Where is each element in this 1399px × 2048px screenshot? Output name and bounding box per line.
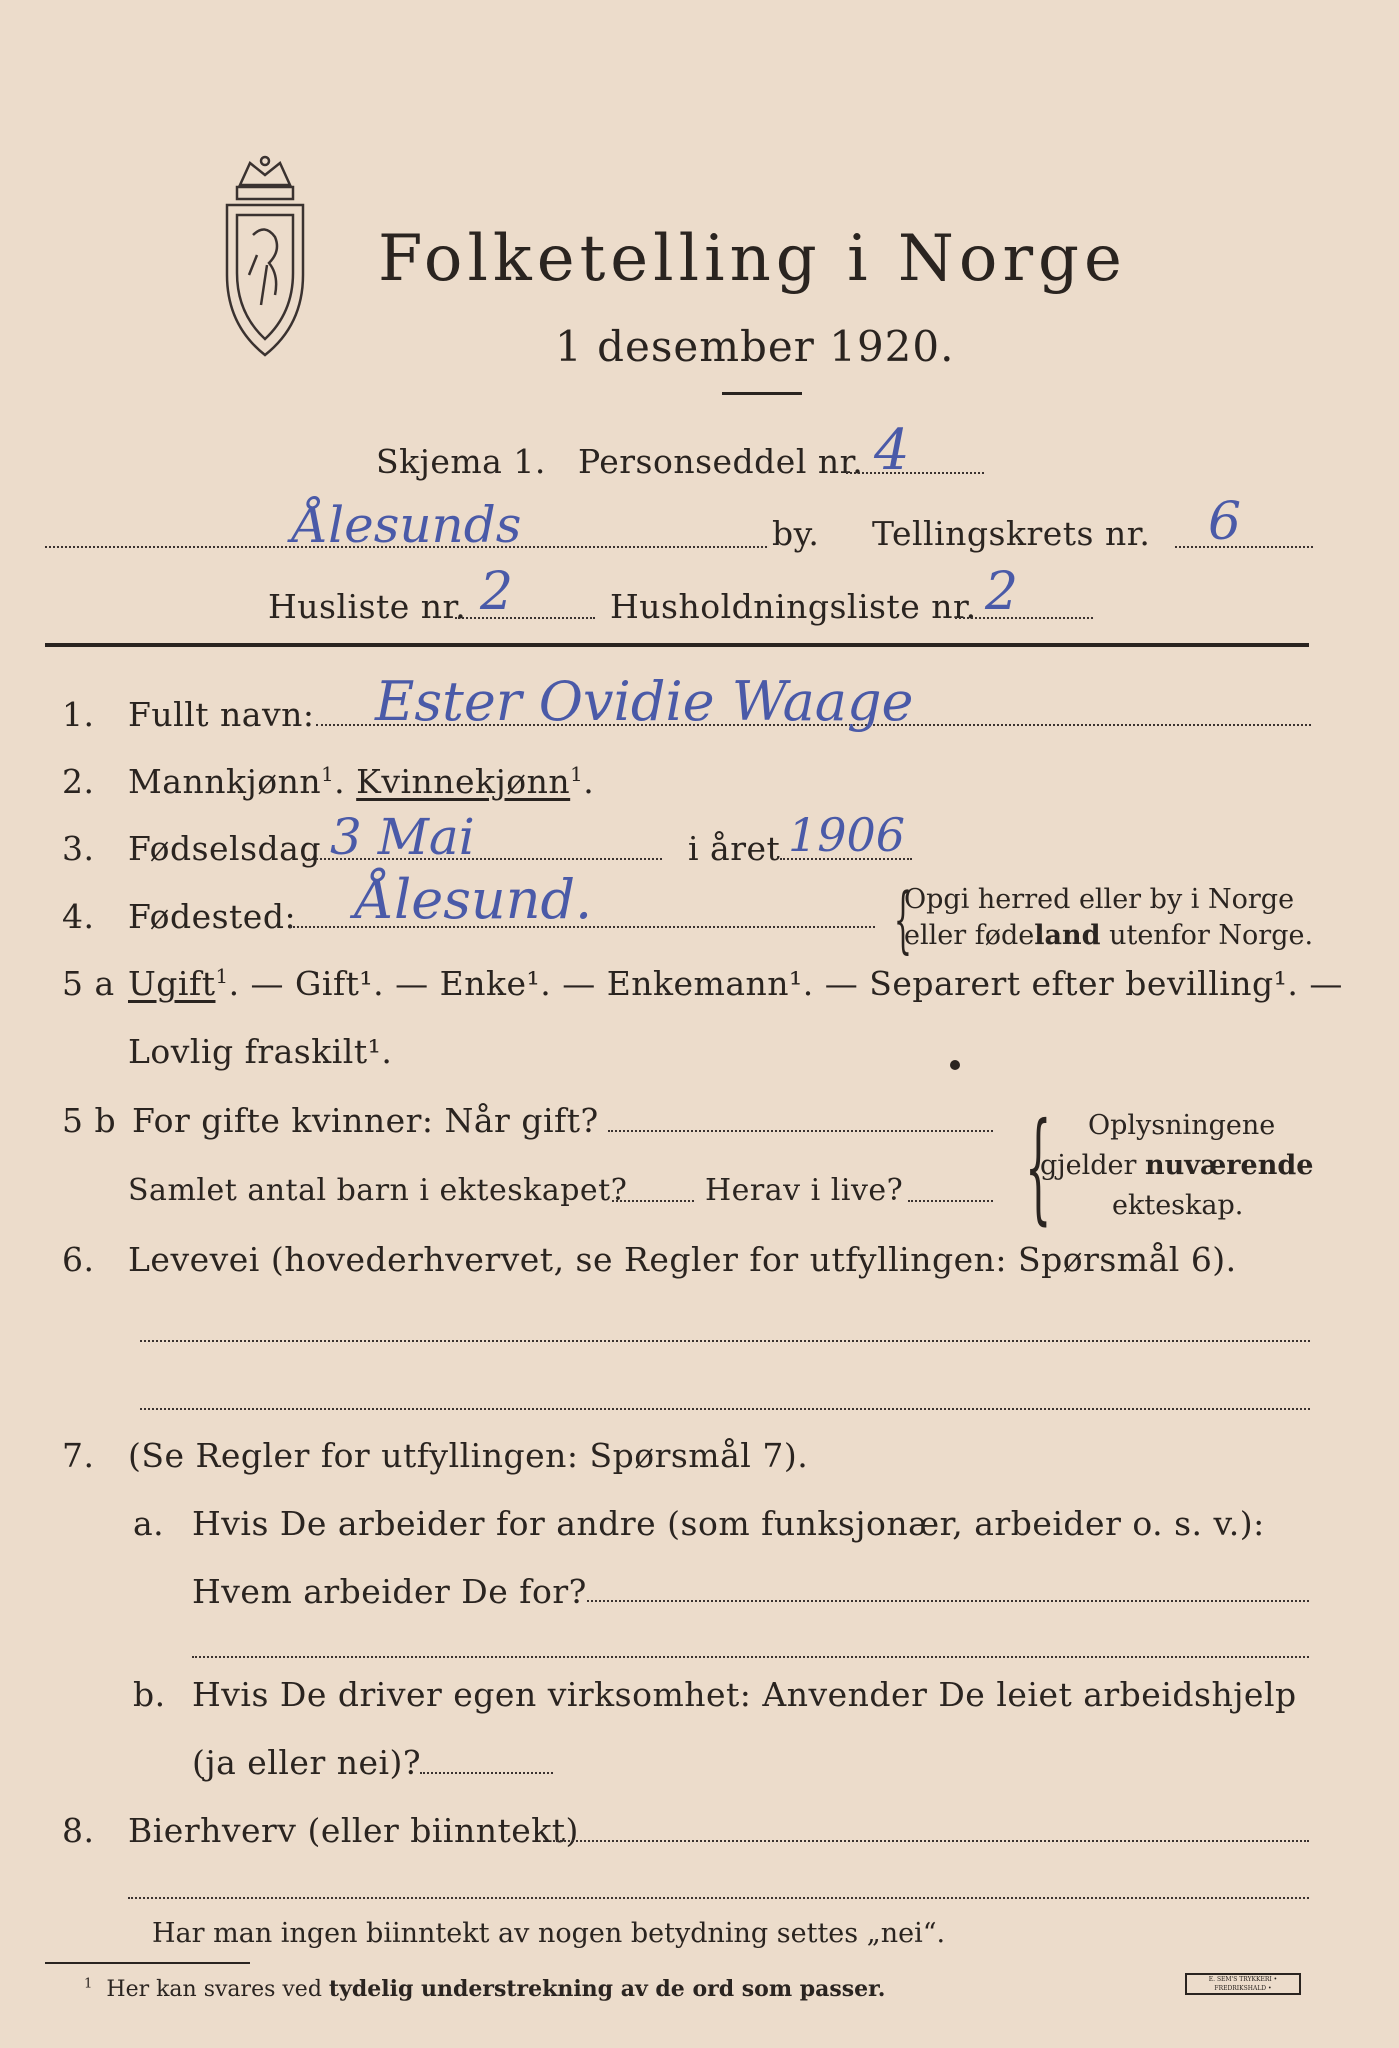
q7b-number: b.: [133, 1675, 166, 1714]
footnote: $^1$ Her kan svares ved tydelig understrekning av de ord som passer.: [84, 1976, 886, 2002]
q5b-note-3: ekteskap.: [1112, 1190, 1244, 1221]
q3-year-label: i året: [688, 829, 781, 868]
q7a-text-2: Hvem arbeider De for?: [192, 1572, 587, 1611]
printer-stamp: E. SEM'S TRYKKERI • FREDRIKSHALD •: [1185, 1973, 1301, 1995]
q7b-text-2: (ja eller nei)?: [192, 1743, 422, 1782]
q3-value[interactable]: 3 Mai: [330, 808, 475, 866]
q7a-line-1[interactable]: [587, 1600, 1309, 1602]
q5b-number: 5 b: [62, 1101, 117, 1140]
q4-note-2: eller fødeland utenfor Norge.: [904, 920, 1314, 951]
q5a-options: Ugift$^1$. — Gift¹. — Enke¹. — Enkemann¹. — Separert efter bevilling¹. —: [128, 964, 1343, 1003]
tellingskrets-label: Tellingskrets nr.: [872, 514, 1151, 553]
q7b-text: Hvis De driver egen virksomhet: Anvender De leiet arbeidshjelp: [192, 1675, 1297, 1714]
title-divider: [722, 392, 802, 395]
q5a-ugift[interactable]: Ugift: [128, 964, 216, 1003]
header-rule: [45, 643, 1309, 647]
q5b-line-1: [608, 1130, 993, 1132]
q5a-number: 5 a: [62, 964, 115, 1003]
by-label: by.: [772, 514, 820, 553]
tellingskrets-line: [1175, 546, 1313, 548]
q5b-note-2: gjelder nuværende: [1040, 1150, 1314, 1181]
q4-number: 4.: [62, 897, 95, 936]
q7a-line-2[interactable]: [192, 1656, 1309, 1658]
q5b-note-1: Oplysningene: [1088, 1110, 1276, 1141]
q4-value[interactable]: Ålesund.: [355, 868, 593, 931]
tellingskrets-value[interactable]: 6: [1208, 492, 1242, 552]
q2-number: 2.: [62, 762, 95, 801]
q8-number: 8.: [62, 1811, 95, 1850]
personseddel-line: [846, 472, 984, 474]
q8-line-2[interactable]: [128, 1897, 1309, 1899]
q5b-label-1: For gifte kvinner: Når gift?: [132, 1101, 599, 1140]
q5b-label-3: Herav i live?: [705, 1173, 904, 1208]
q4-brace: {: [893, 877, 913, 961]
coat-of-arms-icon: [205, 155, 325, 365]
husliste-label: Husliste nr.: [268, 587, 467, 626]
q7-number: 7.: [62, 1436, 95, 1475]
q5b-line-2: [612, 1200, 694, 1202]
q6-label: Levevei (hovederhvervet, se Regler for utfyllingen: Spørsmål 6).: [128, 1240, 1237, 1279]
q6-number: 6.: [62, 1240, 95, 1279]
personseddel-label: Personseddel nr.: [578, 442, 864, 481]
skjema-label: Skjema 1.: [376, 442, 546, 481]
census-date: 1 desember 1920.: [555, 322, 955, 371]
q3-year-value[interactable]: 1906: [788, 808, 906, 862]
q5a-line2: Lovlig fraskilt¹.: [128, 1032, 393, 1071]
q2-mann[interactable]: Mannkjønn: [128, 762, 322, 801]
q8-line-1[interactable]: [553, 1840, 1309, 1842]
ink-dot: [950, 1060, 960, 1070]
q5b-label-2: Samlet antal barn i ekteskapet?: [128, 1173, 628, 1208]
husliste-line: [455, 617, 595, 619]
q2-kvinne[interactable]: Kvinnekjønn: [356, 762, 571, 801]
form-title: Folketelling i Norge: [378, 222, 1127, 296]
q1-label: Fullt navn:: [128, 695, 315, 734]
q5b-brace: {: [1024, 1098, 1052, 1237]
footnote-rule: [45, 1962, 250, 1964]
q5b-line-3: [908, 1200, 993, 1202]
husliste-value[interactable]: 2: [480, 562, 514, 622]
q6-line-1[interactable]: [140, 1340, 1310, 1342]
q7-label: (Se Regler for utfyllingen: Spørsmål 7).: [128, 1436, 809, 1475]
q7b-line[interactable]: [420, 1772, 553, 1774]
q4-note-1: Opgi herred eller by i Norge: [904, 884, 1295, 915]
q8-label: Bierhverv (eller biinntekt): [128, 1811, 579, 1850]
q4-label: Fødested:: [128, 897, 297, 936]
q3-label: Fødselsdag: [128, 829, 321, 868]
husholdning-line: [955, 617, 1093, 619]
husholdning-value[interactable]: 2: [985, 562, 1019, 622]
q3-number: 3.: [62, 829, 95, 868]
q7a-number: a.: [133, 1504, 165, 1543]
q7a-text: Hvis De arbeider for andre (som funksjonær, arbeider o. s. v.):: [192, 1504, 1265, 1543]
q1-number: 1.: [62, 695, 95, 734]
q6-line-2[interactable]: [140, 1408, 1310, 1410]
q2-options: Mannkjønn$^1$. Kvinnekjønn$^1$.: [128, 762, 595, 801]
personseddel-value[interactable]: 4: [874, 418, 910, 483]
q1-value[interactable]: Ester Ovidie Waage: [375, 670, 914, 733]
footer-note: Har man ingen biinntekt av nogen betydning settes „nei“.: [152, 1918, 946, 1949]
husholdning-label: Husholdningsliste nr.: [610, 587, 977, 626]
city-value[interactable]: Ålesunds: [292, 496, 522, 554]
